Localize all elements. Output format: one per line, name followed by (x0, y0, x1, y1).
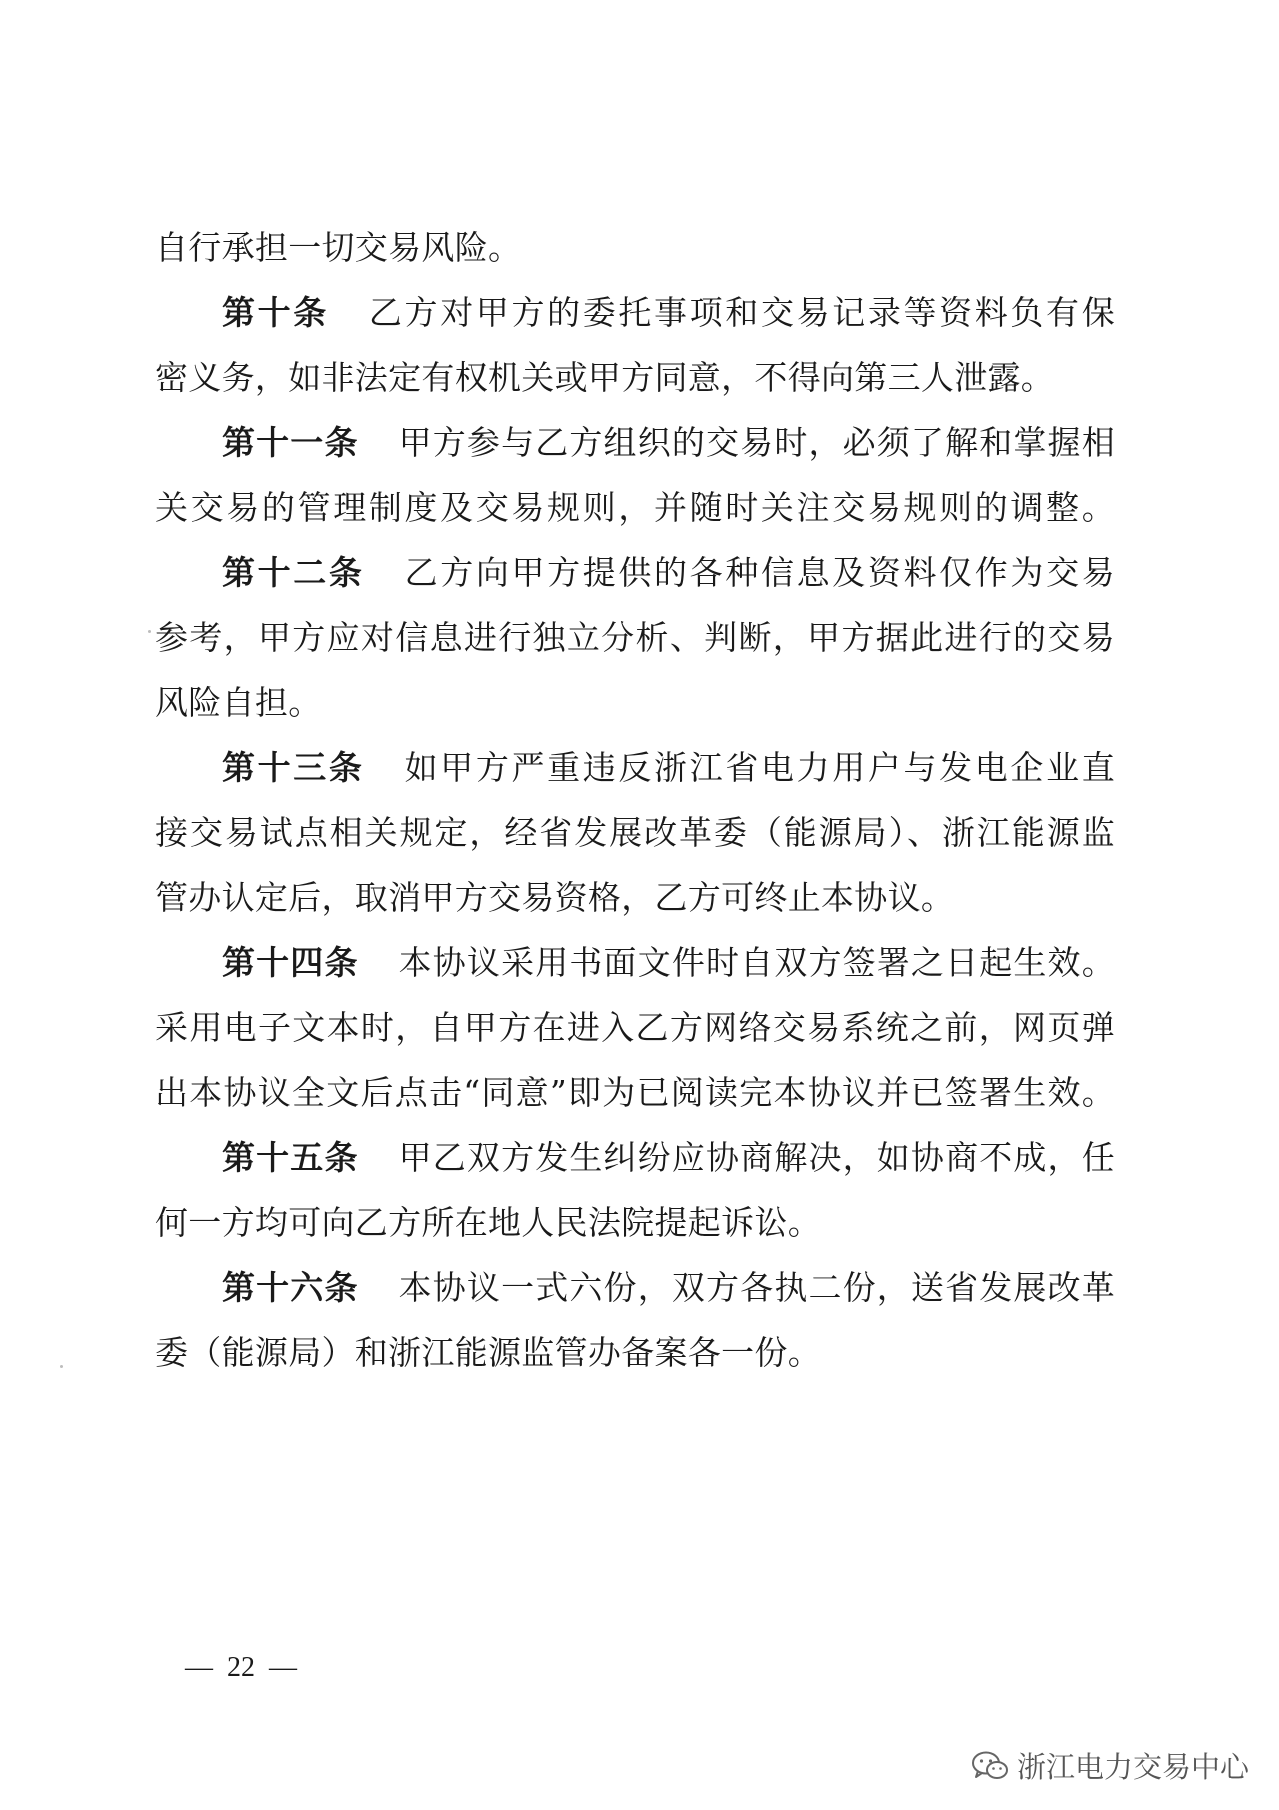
article-title: 第十条 (222, 293, 329, 332)
text-line: 自行承担一切交易风险。 (155, 228, 522, 267)
article-title: 第十一条 (222, 423, 359, 462)
article-11-line: 第十一条 甲方参与乙方组织的交易时，必须了解和掌握相 (222, 423, 1115, 462)
article-16-line: 第十六条 本协议一式六份，双方各执二份，送省发展改革 (222, 1268, 1115, 1307)
article-14-line: 第十四条 本协议采用书面文件时自双方签署之日起生效。 (222, 943, 1115, 982)
article-title: 第十四条 (222, 943, 359, 982)
scan-speck (60, 1365, 63, 1368)
article-title: 第十五条 (222, 1138, 359, 1177)
article-10-line: 第十条 乙方对甲方的委托事项和交易记录等资料负有保 (222, 293, 1115, 332)
article-13-line: 第十三条 如甲方严重违反浙江省电力用户与发电企业直 (222, 748, 1116, 787)
article-title: 第十三条 (222, 748, 365, 787)
text-line: 出本协议全文后点击“同意”即为已阅读完本协议并已签署生效。 (155, 1073, 1115, 1112)
text-line: 参考，甲方应对信息进行独立分析、判断，甲方据此进行的交易 (155, 618, 1115, 657)
wechat-watermark (971, 1745, 1249, 1786)
text-line: 采用电子文本时，自甲方在进入乙方网络交易系统之前，网页弹 (155, 1008, 1115, 1047)
text-line: 接交易试点相关规定，经省发展改革委（能源局）、浙江能源监 (155, 813, 1115, 852)
text-line: 何一方均可向乙方所在地人民法院提起诉讼。 (155, 1203, 821, 1242)
page-number: — 22 — (185, 1652, 297, 1683)
article-title: 第十六条 (222, 1268, 359, 1307)
article-title: 第十二条 (222, 553, 365, 592)
text-line: 委（能源局）和浙江能源监管办备案各一份。 (155, 1333, 821, 1372)
article-15-line: 第十五条 甲乙双方发生纠纷应协商解决，如协商不成，任 (222, 1138, 1115, 1177)
wechat-icon (971, 1750, 1009, 1782)
text-line: 密义务，如非法定有权机关或甲方同意，不得向第三人泄露。 (155, 358, 1055, 397)
text-line: 关交易的管理制度及交易规则，并随时关注交易规则的调整。 (155, 488, 1115, 527)
scan-speck (148, 630, 151, 633)
article-12-line: 第十二条 乙方向甲方提供的各种信息及资料仅作为交易 (222, 553, 1116, 592)
watermark-text: 浙江电力交易中心 (1016, 1750, 1249, 1784)
text-line: 管办认定后，取消甲方交易资格，乙方可终止本协议。 (155, 878, 955, 917)
text-line: 风险自担。 (155, 683, 322, 722)
